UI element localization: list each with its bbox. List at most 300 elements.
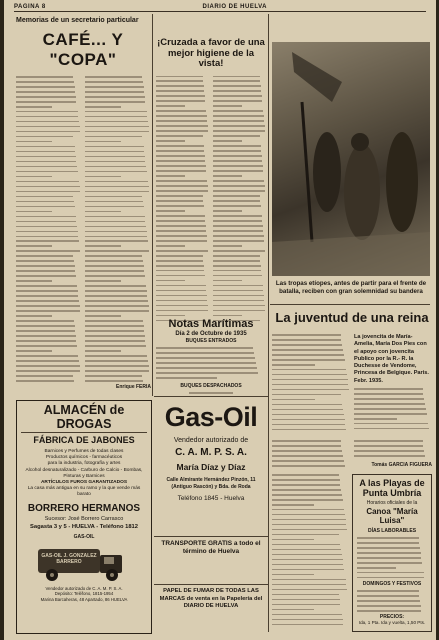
text-line xyxy=(85,295,147,297)
text-line xyxy=(213,145,261,147)
text-line xyxy=(85,136,142,138)
text-line xyxy=(156,90,204,92)
text-line xyxy=(156,347,253,349)
article-body xyxy=(156,76,266,326)
text-line xyxy=(213,170,263,172)
text-line xyxy=(16,345,77,347)
text-line xyxy=(213,250,265,252)
text-line xyxy=(85,161,145,163)
article-body xyxy=(16,76,150,388)
text-line xyxy=(272,384,348,386)
text-line xyxy=(213,235,264,237)
text-line xyxy=(357,562,422,564)
text-line xyxy=(357,557,421,559)
text-line xyxy=(85,270,144,272)
text-line xyxy=(16,330,75,332)
text-line xyxy=(85,206,144,208)
text-line xyxy=(16,196,73,198)
text-line xyxy=(85,365,149,367)
text-line xyxy=(85,370,149,372)
text-line xyxy=(16,171,78,173)
text-line xyxy=(357,610,421,612)
text-line xyxy=(272,489,341,491)
text-line xyxy=(16,101,76,103)
text-line xyxy=(272,399,315,401)
masthead: DIARIO DE HUELVA xyxy=(202,3,267,10)
text-line xyxy=(213,95,262,97)
text-line xyxy=(85,285,146,287)
text-line xyxy=(85,380,143,382)
playas-sub: Horarios oficiales de la xyxy=(366,500,418,506)
text-line xyxy=(354,445,423,447)
almacen-line: Barnices y Perfumes de todas clases xyxy=(44,449,124,454)
divider xyxy=(270,304,430,305)
text-line xyxy=(16,375,73,377)
text-line xyxy=(16,255,73,257)
text-line xyxy=(156,115,207,117)
text-line xyxy=(85,111,147,113)
text-line xyxy=(16,265,75,267)
text-line xyxy=(16,86,75,88)
text-line xyxy=(85,245,121,247)
text-line xyxy=(156,105,185,107)
text-line xyxy=(213,205,261,207)
text-line xyxy=(213,215,262,217)
text-line xyxy=(272,379,348,381)
text-line xyxy=(272,440,341,442)
almacen-line: Alcohol desnaturalizado - Carburo de Calcio - Bombas, Pinturas y Barnices xyxy=(25,467,143,479)
text-line xyxy=(85,345,146,347)
almacen-subtitle: FÁBRICA DE JABONES xyxy=(33,435,135,445)
text-line xyxy=(85,156,145,158)
page-number-right xyxy=(424,4,426,10)
text-line xyxy=(213,150,261,152)
text-line xyxy=(16,325,75,327)
text-line xyxy=(156,357,255,359)
text-line xyxy=(213,200,260,202)
text-line xyxy=(272,450,342,452)
text-line xyxy=(357,537,419,539)
text-line xyxy=(16,350,52,352)
article-reina-cont xyxy=(272,440,432,470)
text-line xyxy=(16,231,78,233)
text-line xyxy=(156,245,185,247)
text-line xyxy=(357,595,419,597)
gasoil-label: GAS-OIL xyxy=(73,533,95,540)
text-line xyxy=(357,547,420,549)
playas-title: A las Playas de Punta Umbría xyxy=(359,478,425,498)
text-line xyxy=(16,191,80,193)
text-line xyxy=(272,419,345,421)
text-line xyxy=(354,398,424,400)
text-line xyxy=(156,240,207,242)
text-line xyxy=(156,295,207,297)
text-line xyxy=(213,76,260,78)
text-line xyxy=(156,220,205,222)
text-line xyxy=(272,544,340,546)
text-line xyxy=(272,539,314,541)
gasoil-title: Gas-Oil xyxy=(164,402,258,432)
text-line xyxy=(85,226,146,228)
text-line xyxy=(272,359,345,361)
notas-entrados: BUQUES ENTRADOS xyxy=(185,338,237,344)
text-line xyxy=(85,216,145,218)
text-line xyxy=(156,315,185,317)
text-line xyxy=(16,126,80,128)
text-line xyxy=(156,285,206,287)
text-line xyxy=(272,455,343,457)
text-line xyxy=(357,572,424,574)
text-line xyxy=(213,195,260,197)
text-line xyxy=(213,290,263,292)
page-number: PAGINA 8 xyxy=(14,3,46,10)
text-line xyxy=(272,404,342,406)
divider xyxy=(154,396,268,397)
text-line xyxy=(272,429,346,431)
divider xyxy=(154,584,268,585)
text-line xyxy=(272,584,346,586)
text-line xyxy=(272,534,339,536)
text-line xyxy=(85,121,148,123)
text-line xyxy=(85,201,143,203)
text-line xyxy=(156,265,204,267)
text-line xyxy=(16,285,77,287)
text-line xyxy=(213,180,264,182)
text-line xyxy=(16,280,52,282)
article-reina-cont-2 xyxy=(272,474,348,630)
almacen-line: La casa más antigua en su ramo y la que vende más barato xyxy=(27,486,141,498)
notas-title: Notas Marítimas xyxy=(168,318,254,330)
almacen-brand: BORRERO HERMANOS xyxy=(27,502,141,514)
text-line xyxy=(272,349,343,351)
almacen-footer: Depósito: Teléfono, 1815-1954 xyxy=(54,591,114,597)
text-line xyxy=(213,90,261,92)
article-cafe-copa xyxy=(16,17,150,388)
text-line xyxy=(272,519,346,521)
text-line xyxy=(16,335,76,337)
text-line xyxy=(156,110,206,112)
text-line xyxy=(16,116,78,118)
text-line xyxy=(272,364,315,366)
article-kicker: Memorias de un secretario particular xyxy=(16,17,139,24)
text-line xyxy=(354,408,426,410)
text-line xyxy=(85,191,149,193)
text-line xyxy=(156,260,203,262)
text-line xyxy=(16,186,80,188)
text-line xyxy=(16,151,75,153)
article-author: Tomás GARCIA FIGUERA xyxy=(371,462,432,468)
text-line xyxy=(156,280,185,282)
text-line xyxy=(272,334,341,336)
text-line xyxy=(357,605,421,607)
text-line xyxy=(16,275,76,277)
text-line xyxy=(85,260,143,262)
text-line xyxy=(156,190,208,192)
text-line xyxy=(156,80,203,82)
text-line xyxy=(213,105,242,107)
text-line xyxy=(213,315,242,317)
text-line xyxy=(272,524,346,526)
text-line xyxy=(156,225,206,227)
text-line xyxy=(213,265,261,267)
text-line xyxy=(156,305,208,307)
text-line xyxy=(272,559,343,561)
text-line xyxy=(213,135,260,137)
text-line xyxy=(354,413,427,415)
text-line xyxy=(156,352,254,354)
text-line xyxy=(213,165,263,167)
text-line xyxy=(16,226,77,228)
text-line xyxy=(16,245,52,247)
notas-date: Día 2 de Octubre de 1935 xyxy=(175,331,247,337)
text-line xyxy=(213,140,242,142)
photo-illustration xyxy=(272,42,430,276)
text-line xyxy=(213,260,260,262)
text-line xyxy=(213,80,260,82)
text-line xyxy=(85,196,142,198)
article-reina-body xyxy=(272,334,432,438)
playas-precios-value: Ida, 1 Pta. Ida y vuelta, 1,50 Pts. xyxy=(358,620,426,625)
text-line xyxy=(272,569,344,571)
text-line xyxy=(272,619,343,621)
text-line xyxy=(354,455,425,457)
text-line xyxy=(354,428,429,430)
text-line xyxy=(156,95,205,97)
text-line xyxy=(213,85,261,87)
text-line xyxy=(16,166,77,168)
text-line xyxy=(156,170,206,172)
ethiopian-troops-photo xyxy=(272,42,430,276)
article-title: ¡Cruzada a favor de una mejor higiene de la vista! xyxy=(157,37,265,69)
text-line xyxy=(272,599,340,601)
text-line xyxy=(85,76,142,78)
text-line xyxy=(85,231,147,233)
almacen-line: para la industria, fotografía y artes xyxy=(47,461,121,467)
text-line xyxy=(156,250,208,252)
text-line xyxy=(85,116,147,118)
text-line xyxy=(354,440,423,442)
text-line xyxy=(272,424,345,426)
playas-laborables: DÍAS LABORABLES xyxy=(367,528,417,534)
text-line xyxy=(16,156,76,158)
text-line xyxy=(156,205,204,207)
text-line xyxy=(272,374,347,376)
almacen-title: ALMACÉN de DROGAS xyxy=(43,403,125,431)
text-line xyxy=(357,552,421,554)
text-line xyxy=(272,564,343,566)
text-line xyxy=(272,445,341,447)
gasoil-vendor: Vendedor autorizado de xyxy=(173,437,249,444)
text-line xyxy=(16,250,80,252)
text-line xyxy=(16,305,80,307)
text-line xyxy=(85,166,146,168)
page-header xyxy=(14,2,426,12)
text-line xyxy=(354,450,424,452)
text-line xyxy=(156,200,203,202)
text-line xyxy=(156,76,203,78)
text-line xyxy=(85,146,144,148)
text-line xyxy=(156,367,257,369)
almacen-successor: Sucesor: José Borrero Carrasco xyxy=(44,515,124,522)
text-line xyxy=(272,414,344,416)
almacen-line: ARTÍCULOS FUROS GARANTIZADOS xyxy=(40,480,128,486)
text-line xyxy=(16,320,74,322)
text-line xyxy=(16,295,78,297)
text-line xyxy=(85,186,149,188)
text-line xyxy=(354,403,425,405)
almacen-ad xyxy=(16,400,152,634)
text-line xyxy=(272,504,314,506)
text-line xyxy=(156,140,185,142)
notas-despachados: BUQUES DESPACHADOS xyxy=(180,383,242,389)
text-line xyxy=(156,290,206,292)
column-rule xyxy=(268,14,269,314)
text-line xyxy=(156,85,204,87)
text-line xyxy=(85,131,149,133)
text-line xyxy=(85,350,121,352)
text-line xyxy=(16,96,76,98)
text-line xyxy=(85,81,143,83)
almacen-footer: Vendedor autorizado de C. A. M. P. S. A. xyxy=(45,585,123,591)
text-line xyxy=(156,195,203,197)
text-line xyxy=(16,270,75,272)
text-line xyxy=(354,418,397,420)
text-line xyxy=(85,300,148,302)
text-line xyxy=(16,161,76,163)
newspaper-page xyxy=(4,0,436,640)
text-line xyxy=(16,121,79,123)
text-line xyxy=(156,377,217,379)
text-line xyxy=(213,175,242,177)
text-line xyxy=(85,290,147,292)
text-line xyxy=(272,369,346,371)
text-line xyxy=(85,221,145,223)
text-line xyxy=(16,111,78,113)
text-line xyxy=(16,81,74,83)
text-line xyxy=(156,160,205,162)
article-cruzada xyxy=(156,38,266,326)
text-line xyxy=(85,91,144,93)
article-title: CAFÉ... Y "COPA" xyxy=(42,30,124,69)
text-line xyxy=(85,355,147,357)
text-line xyxy=(213,310,265,312)
text-line xyxy=(16,310,80,312)
text-line xyxy=(85,265,144,267)
article-title: La juventud de una reina xyxy=(275,310,429,325)
article-signature: Enrique FERIA xyxy=(116,384,152,390)
text-line xyxy=(156,372,258,374)
text-line xyxy=(272,389,349,391)
text-line xyxy=(354,388,423,390)
notas-maritimas xyxy=(156,318,266,394)
text-line xyxy=(85,86,144,88)
text-line xyxy=(272,554,342,556)
text-line xyxy=(85,141,121,143)
text-line xyxy=(272,509,344,511)
almacen-footer: Marina Barcaheras, 48 Apartado, 86 HUELVA xyxy=(40,596,128,602)
text-line xyxy=(16,360,79,362)
text-line xyxy=(354,423,428,425)
truck-text: GAS-OIL J. GONZALEZ BARRERO xyxy=(41,552,97,565)
text-line xyxy=(272,594,339,596)
gasoil-owner: María Díaz y Díaz xyxy=(176,462,246,472)
text-line xyxy=(213,130,265,132)
text-line xyxy=(156,210,185,212)
text-line xyxy=(272,484,340,486)
text-line xyxy=(85,240,148,242)
article-reina xyxy=(272,310,432,325)
text-line xyxy=(213,275,262,277)
text-line xyxy=(213,305,265,307)
text-line xyxy=(357,600,420,602)
text-line xyxy=(156,185,208,187)
text-line xyxy=(16,141,52,143)
text-line xyxy=(85,315,121,317)
text-line xyxy=(156,155,205,157)
text-line xyxy=(272,604,340,606)
text-line xyxy=(85,325,144,327)
gasoil-phone: Teléfono 1845 - Huelva xyxy=(177,495,245,502)
text-line xyxy=(272,465,345,467)
text-line xyxy=(85,106,121,108)
text-line xyxy=(272,479,340,481)
text-line xyxy=(85,211,121,213)
text-line xyxy=(213,220,262,222)
gasoil-ad xyxy=(156,400,266,502)
text-line xyxy=(272,494,342,496)
text-line xyxy=(16,355,78,357)
text-line xyxy=(85,275,145,277)
text-line xyxy=(354,393,423,395)
gasoil-company: C. A. M. P. S. A. xyxy=(175,447,247,458)
text-line xyxy=(85,320,143,322)
text-line xyxy=(357,567,396,569)
article-lead: La jovencita de María-Amelia, María Dos Pies con el apoyo con jovencita Publico por la R.- R. la Duchesse de Vendome, Princesa de Belgique. Paris. Febr. 1935. xyxy=(354,334,429,384)
text-line xyxy=(156,300,207,302)
text-line xyxy=(272,609,314,611)
text-line xyxy=(16,206,75,208)
text-line xyxy=(272,624,343,626)
text-line xyxy=(272,354,344,356)
text-line xyxy=(213,270,261,272)
playas-precios: PRECIOS: xyxy=(379,614,405,620)
text-line xyxy=(156,145,204,147)
text-line xyxy=(16,176,52,178)
text-line xyxy=(213,285,263,287)
text-line xyxy=(272,409,343,411)
text-line xyxy=(272,474,339,476)
text-line xyxy=(85,151,144,153)
text-line xyxy=(16,76,73,78)
text-line xyxy=(156,310,208,312)
text-line xyxy=(85,335,145,337)
text-line xyxy=(272,514,345,516)
text-line xyxy=(213,100,262,102)
text-line xyxy=(156,180,207,182)
text-line xyxy=(272,579,346,581)
text-line xyxy=(16,315,52,317)
text-line xyxy=(213,225,263,227)
text-line xyxy=(156,270,204,272)
text-line xyxy=(16,131,80,133)
text-line xyxy=(272,344,342,346)
text-line xyxy=(16,340,76,342)
photo-caption: Las tropas etíopes, antes de partir para el frente de batalla, reciben con gran solemnidad su bandera xyxy=(275,280,427,295)
playas-domingos: DOMINGOS Y FESTIVOS xyxy=(362,581,422,587)
text-line xyxy=(213,125,265,127)
text-line xyxy=(213,240,264,242)
text-line xyxy=(16,380,74,382)
